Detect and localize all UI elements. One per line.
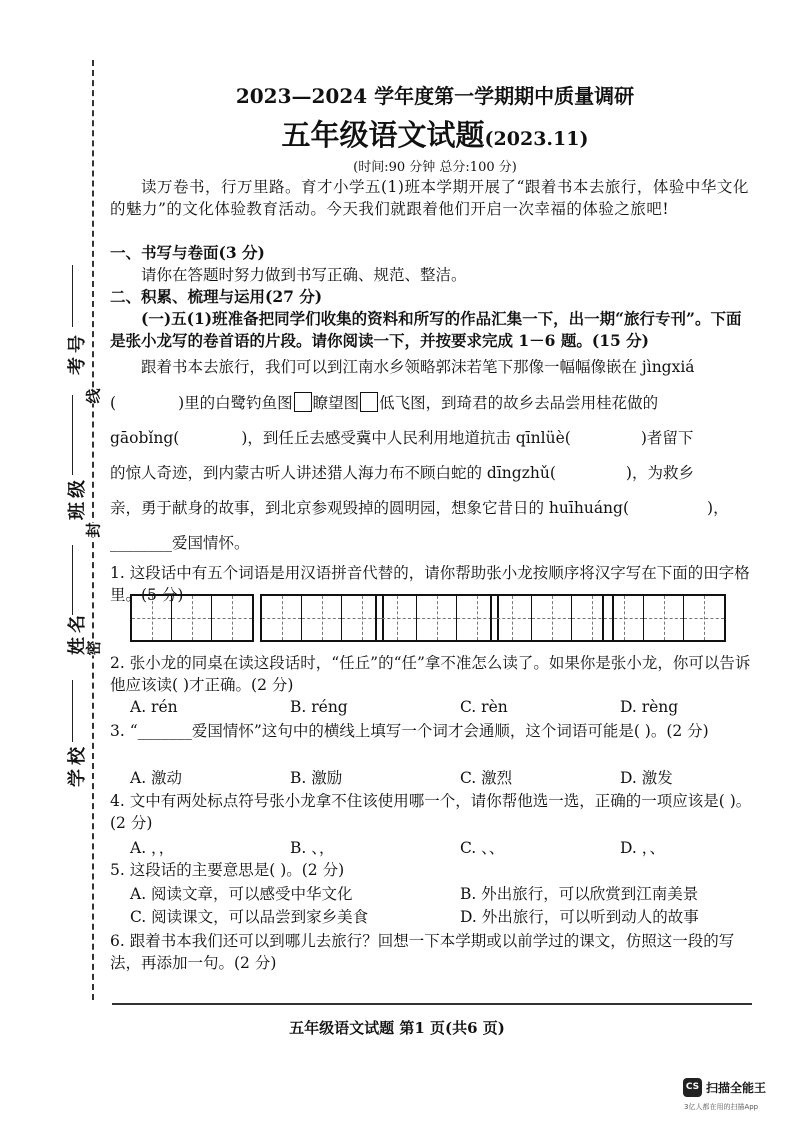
exam-date: (2023.11) [484,128,589,150]
tianzige-answer-5[interactable] [602,594,726,642]
intro-paragraph: 读万卷书，行万里路。育才小学五(1)班本学期开展了“跟着书本去旅行，体验中华文化的魅力”的文化体验教育活动。今天我们就跟着他们开启一次幸福的体验之旅吧! [110,178,749,218]
page-footer: 五年级语文试题 第1 页(共6 页) [289,1019,505,1037]
q2-option-c[interactable]: C. rèn [460,698,508,716]
q4-option-b[interactable]: B. 、， [290,839,335,857]
passage-text: )，到任丘去感受冀中人民利用地道抗击 qīnlüè( [241,429,571,447]
question-2: 2. 张小龙的同桌在读这段话时，“任丘”的“任”拿不准怎么读了。如果你是张小龙，你可以告诉他应该读( )才正确。(2 分) [110,654,751,694]
q5-options-row-1 [130,882,755,904]
q3-option-d[interactable]: D. 激发 [620,769,673,787]
question-5: 5. 这段话的主要意思是( )。(2 分) [110,861,345,879]
passage-text: )里的白鹭钓鱼图 [178,394,293,412]
subject-title: 五年级语文试题 [281,118,485,152]
question-1: 1. 这段话中有五个词语是用汉语拼音代替的，请你帮助张小龙按顺序将汉字写在下面的田字格里。(5 分) [110,564,750,604]
camscanner-logo-icon: CS [683,1078,702,1097]
q2-option-a[interactable]: A. rén [130,698,178,716]
question-3: 3. “_______爱国情怀”这句中的横线上填写一个词才会通顺，这个词语可能是( )。(2 分) [110,722,709,740]
q4-option-a[interactable]: A. ，， [130,839,175,857]
camscanner-watermark [683,1078,793,1118]
question-6: 6. 跟着书本我们还可以到哪儿去旅行？回想一下本学期或以前学过的课文，仿照这一段的写法，再添加一句。(2 分) [110,932,735,972]
passage-text: )，为救乡 [625,464,694,482]
q2-options [130,698,755,720]
passage-text: 低飞图，到琦君的故乡去品尝用桂花做的 [379,394,659,412]
tianzige-answer-4[interactable] [490,594,614,642]
section-2-intro: (一)五(1)班准备把同学们收集的资料和所写的作品汇集一下，出一期“旅行专刊”。下面是张小龙写的卷首语的片段。请你阅读一下，并按要求完成 1－6 题。(15 分) [110,309,742,350]
field-name: 姓名 [67,611,88,655]
tianzige-row [130,594,750,642]
q5-option-a[interactable]: A. 阅读文章，可以感受中华文化 [130,885,353,903]
tianzige-answer-1[interactable] [130,594,254,642]
tianzige-answer-3[interactable] [375,594,499,642]
passage-text: )者留下 [640,429,694,447]
q4-options [130,836,755,858]
exam-meta: (时间:90 分钟 总分:100 分) [353,160,517,175]
passage-line-3 [110,427,755,449]
q4-option-d[interactable]: D. ，、 [620,839,665,857]
passage-line-5 [110,497,755,519]
school-line[interactable] [72,680,73,742]
exam-title: 2023—2024 学年度第一学期期中质量调研 [235,84,635,108]
q2-option-d[interactable]: D. rèng [620,698,679,716]
seal-char-line: 线 [84,388,103,404]
punct-box-1[interactable] [294,392,312,412]
field-school: 学校 [67,743,88,787]
q3-option-b[interactable]: B. 激励 [290,769,343,787]
camscanner-tagline: 3亿人都在用的扫描App [684,1103,759,1111]
seal-char-secret: 密 [84,640,103,656]
passage-line-4 [110,462,755,484]
q5-option-b[interactable]: B. 外出旅行，可以欣赏到江南美景 [460,885,699,903]
class-line[interactable] [72,395,73,475]
passage-line-6: ________爱国情怀。 [110,534,250,552]
passage-blank-open: ( [110,394,117,412]
passage-text: gāobǐng( [110,429,180,447]
tianzige-answer-2[interactable] [260,594,384,642]
q5-option-d[interactable]: D. 外出旅行，可以听到动人的故事 [460,908,699,926]
q3-option-a[interactable]: A. 激动 [130,769,183,787]
q5-option-c[interactable]: C. 阅读课文，可以品尝到家乡美食 [130,908,369,926]
passage-text: 瞭望图 [312,394,360,412]
passage-text: )， [707,499,729,517]
field-class: 班级 [67,476,88,520]
question-4: 4. 文中有两处标点符号张小龙拿不住该使用哪一个，请你帮他选一选，正确的一项应该是( )。(2 分) [110,792,752,832]
passage-text: 亲，勇于献身的故事，到北京参观毁掉的圆明园，想象它昔日的 huīhuáng( [110,499,630,517]
q3-options [130,766,755,788]
q4-option-c[interactable]: C. 、、 [460,839,505,857]
section-2-title: 二、积累、梳理与运用(27 分) [110,287,323,306]
camscanner-name: 扫描全能王 [706,1081,767,1095]
exam-subject-heading [110,113,760,154]
q2-option-b[interactable]: B. réng [290,698,348,716]
bottom-divider [112,1003,752,1005]
passage-line-1: 跟着书本去旅行，我们可以到江南水乡领略郭沫若笔下那像一幅幅像嵌在 jìngxiá [141,358,695,376]
field-exam-no: 考号 [67,331,88,375]
passage-line-2 [110,392,755,414]
q3-option-c[interactable]: C. 激烈 [460,769,513,787]
exam-no-line[interactable] [72,265,73,327]
section-1-title: 一、书写与卷面(3 分) [110,243,265,262]
q5-options-row-2 [130,905,755,927]
punct-box-2[interactable] [360,392,378,412]
passage-text: 的惊人奇迹，到内蒙古听人讲述猎人海力布不顾白蛇的 dīngzhǔ( [110,464,556,482]
name-line[interactable] [72,545,73,615]
seal-char-seal: 封 [84,522,103,538]
section-1-text: 请你在答题时努力做到书写正确、规范、整洁。 [141,266,467,284]
binding-margin [0,0,110,1124]
